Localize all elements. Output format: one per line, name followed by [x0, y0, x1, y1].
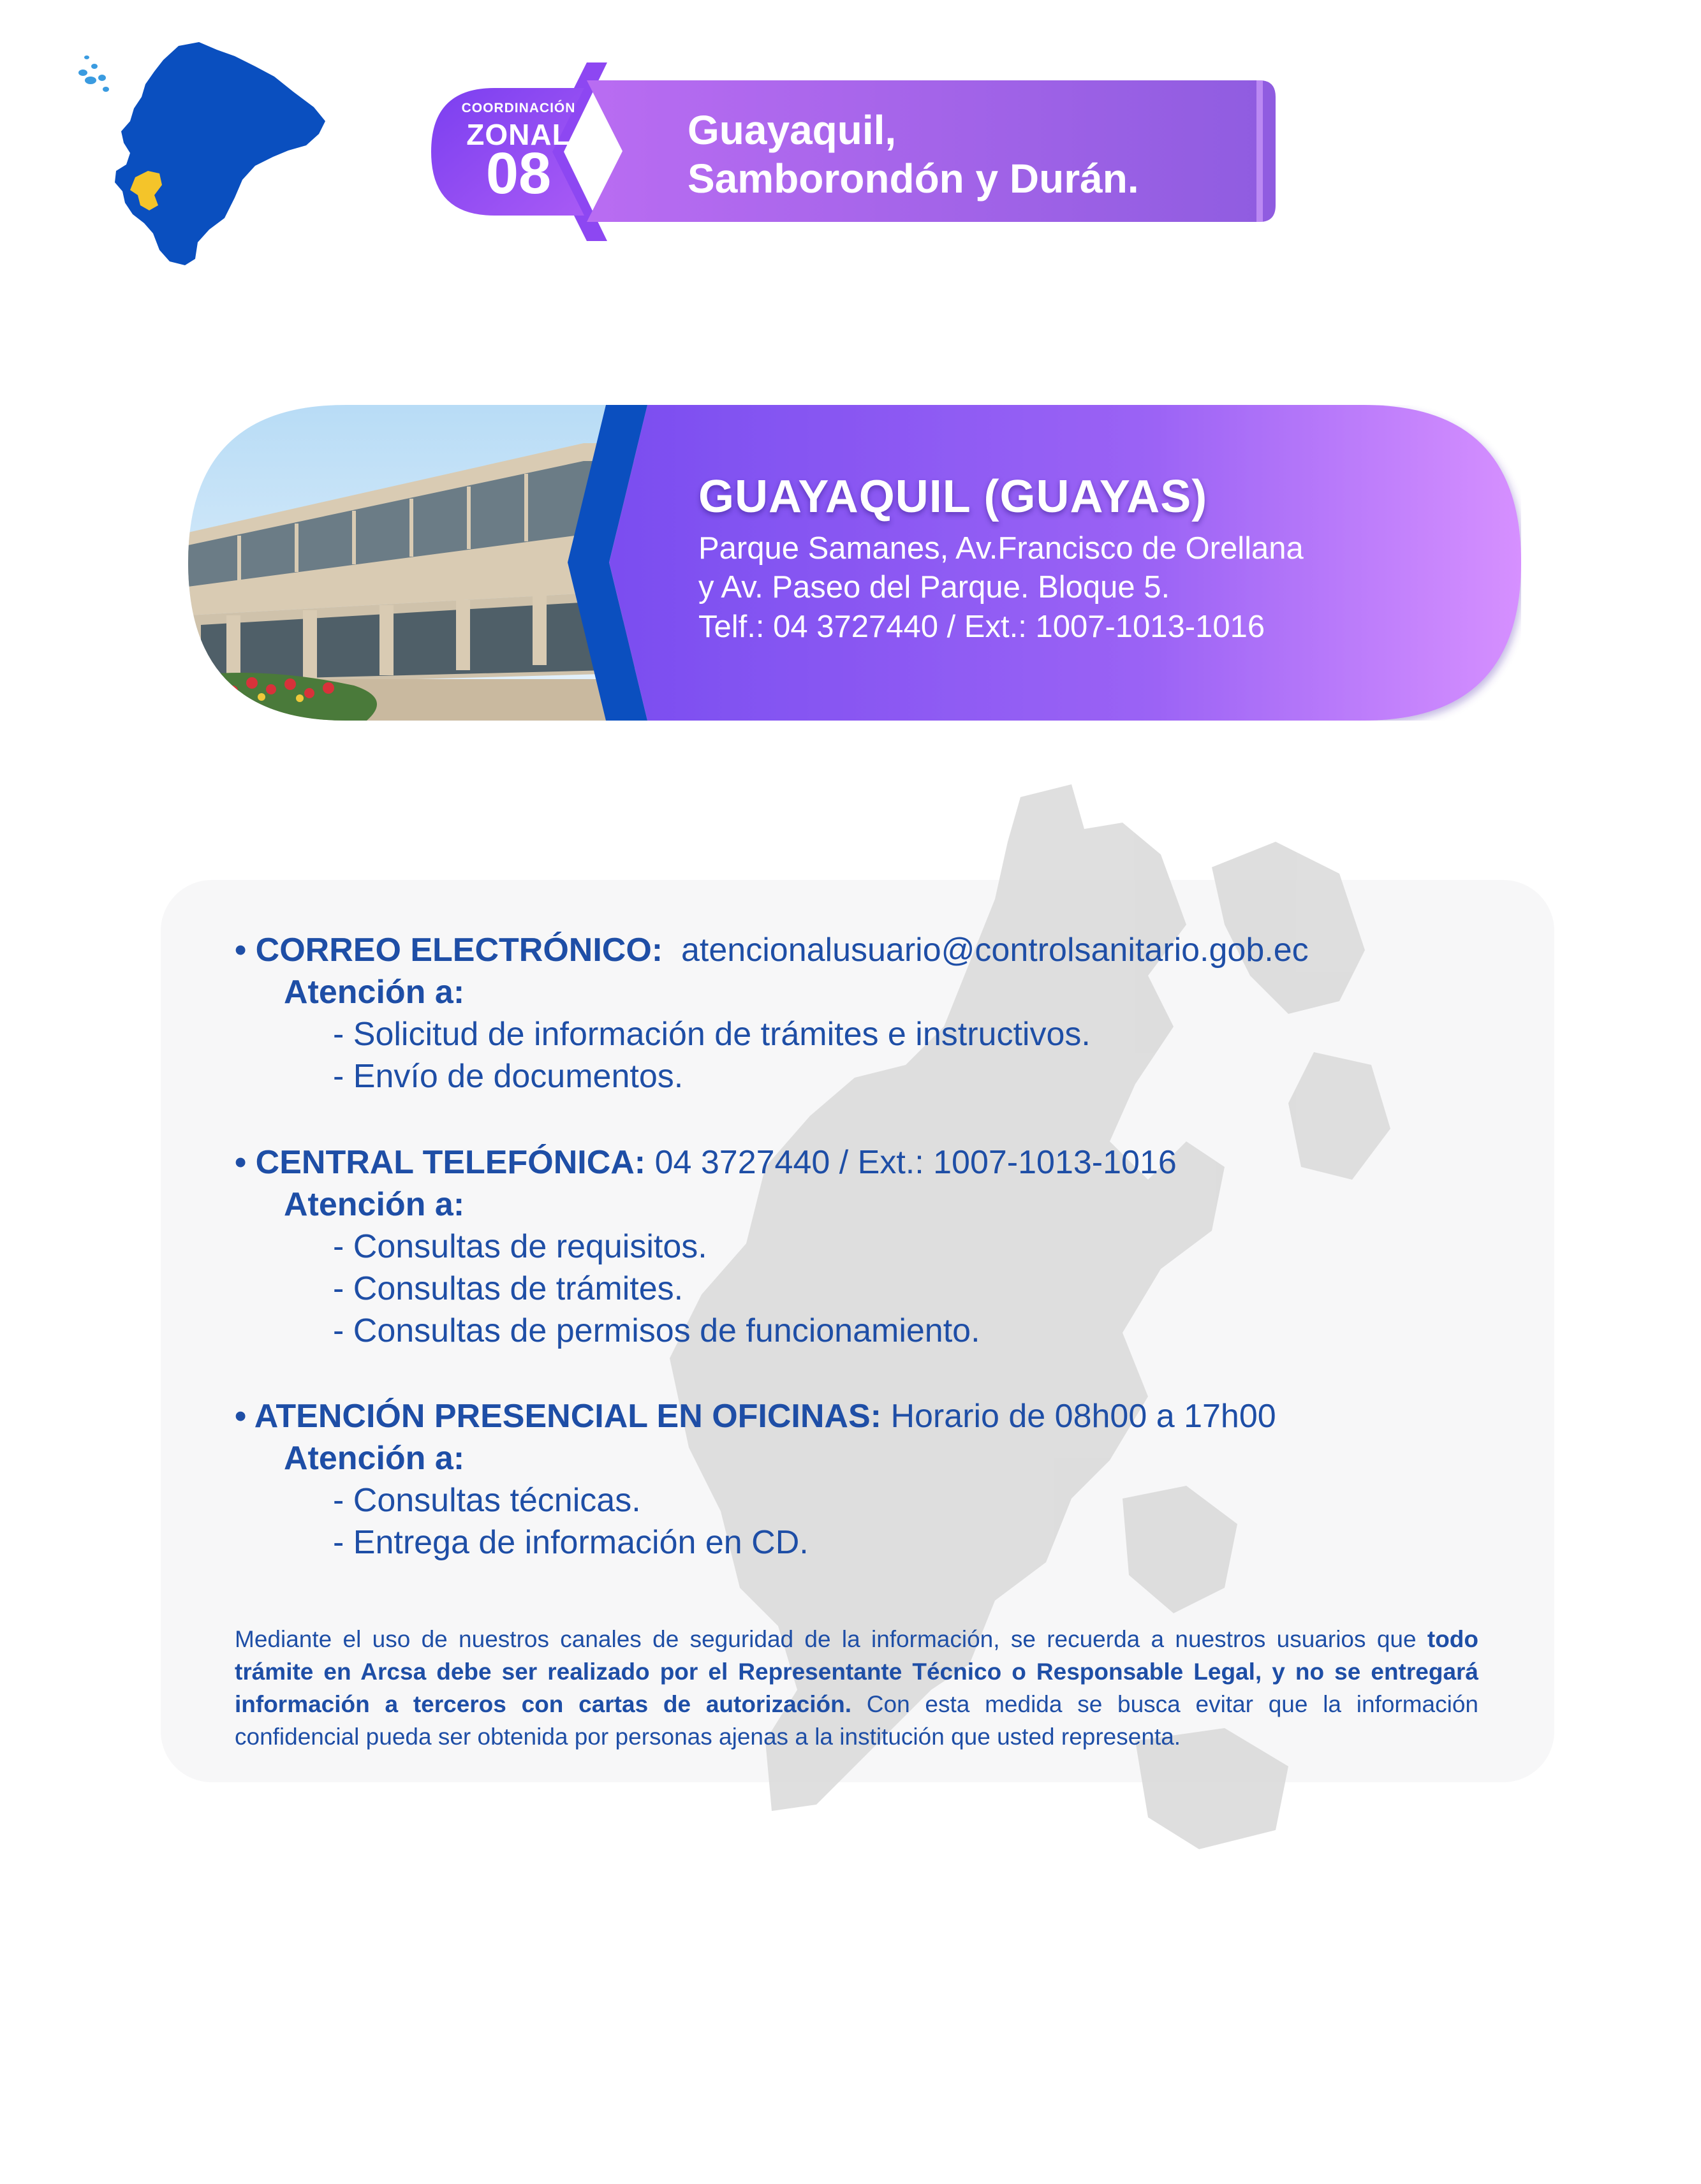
ecuador-mainland — [115, 42, 325, 265]
office-phone: Telf.: 04 3727440 / Ext.: 1007-1013-1016 — [698, 610, 1265, 644]
phone-channel-label: • CENTRAL TELEFÓNICA: — [235, 1144, 646, 1181]
phone-attention-label: Atención a: — [284, 1186, 465, 1223]
badge-coordination-label: COORDINACIÓN — [461, 101, 576, 115]
phone-number-link[interactable]: 04 3727440 / Ext.: 1007-1013-1016 — [654, 1144, 1177, 1181]
galapagos-islands — [78, 55, 109, 92]
email-attention-item: - Solicitud de información de trámites e instructivos. — [333, 1016, 1091, 1053]
note-text-part1: Mediante el uso de nuestros canales de seguridad de la información, se recuerda a nuestros usuarios que — [235, 1626, 1427, 1652]
email-attention-label: Atención a: — [284, 974, 465, 1011]
office-title: GUAYAQUIL (GUAYAS) — [698, 471, 1208, 522]
email-channel-label: • CORREO ELECTRÓNICO: — [235, 932, 663, 969]
office-attention-item: - Consultas técnicas. — [333, 1482, 641, 1519]
email-address-link[interactable]: atencionalusuario@controlsanitario.gob.ec — [681, 932, 1309, 969]
email-attention-item: - Envío de documentos. — [333, 1058, 684, 1095]
badge-zone-number: 08 — [485, 141, 552, 206]
phone-attention-item: - Consultas de permisos de funcionamiento. — [333, 1312, 980, 1349]
phone-attention-item: - Consultas de trámites. — [333, 1270, 684, 1307]
zone-name-line1: Guayaquil, — [688, 107, 897, 153]
office-channel-heading — [235, 1397, 1276, 1435]
office-hours: Horario de 08h00 a 17h00 — [890, 1398, 1276, 1435]
note-text-bold: todo trámite en Arcsa debe ser realizado por el Representante Técnico o Responsable Legal, y no se entregará información a terceros con cartas de autorización. — [235, 1626, 1478, 1717]
zone-name — [688, 106, 1262, 203]
phone-channel-heading — [235, 1143, 1177, 1182]
note-text-part3: Con esta medida se busca evitar que la información confidencial pueda ser obtenida por personas ajenas a la institución que usted representa. — [235, 1691, 1478, 1750]
security-note — [235, 1623, 1478, 1753]
phone-attention-item: - Consultas de requisitos. — [333, 1228, 707, 1265]
email-channel-heading — [235, 931, 1309, 969]
office-address-line1: Parque Samanes, Av.Francisco de Orellana — [698, 531, 1304, 566]
badge-zonal-label: ZONAL — [466, 118, 571, 151]
office-attention-item: - Entrega de información en CD. — [333, 1524, 809, 1561]
zone-name-line2: Samborondón y Durán. — [688, 156, 1139, 202]
office-attention-label: Atención a: — [284, 1440, 465, 1477]
ecuador-map — [64, 38, 344, 293]
office-address-line2: y Av. Paseo del Parque. Bloque 5. — [698, 570, 1170, 605]
office-channel-label: • ATENCIÓN PRESENCIAL EN OFICINAS: — [235, 1398, 881, 1435]
